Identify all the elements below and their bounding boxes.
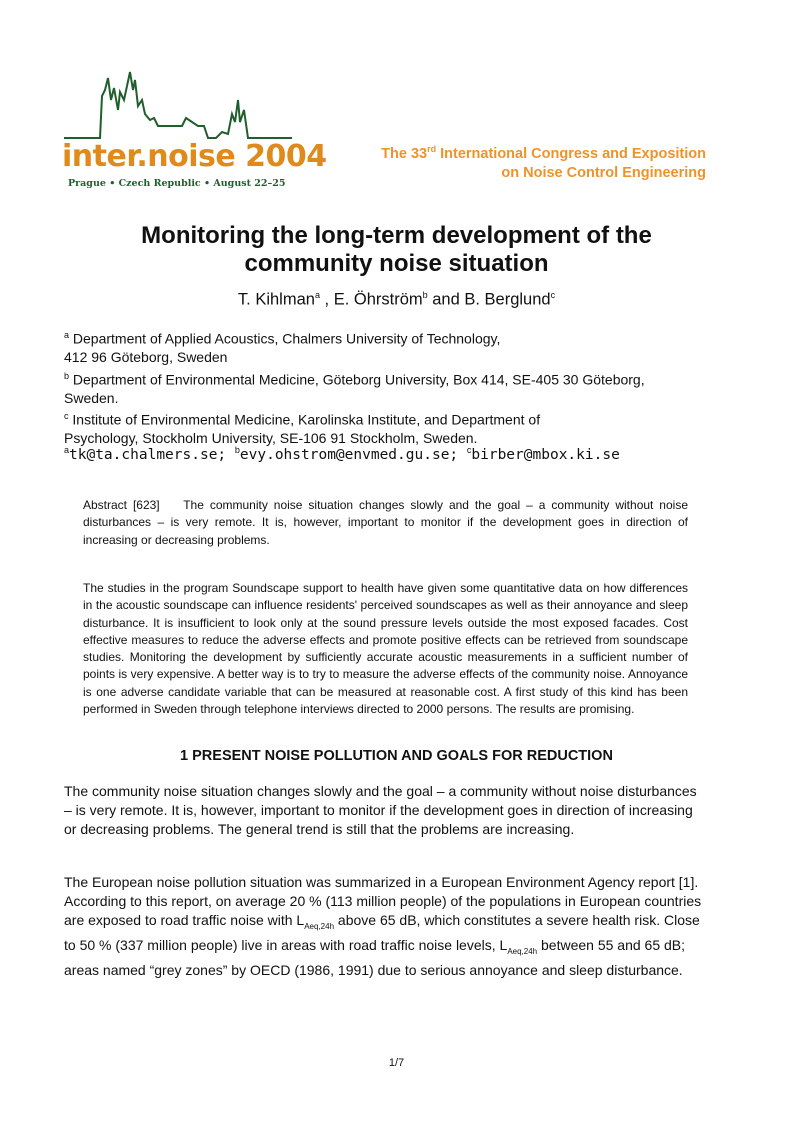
paper-title: Monitoring the long-term development of the community noise situation [141,222,652,277]
author-list: T. Kihlman$^a$ , E. Öhrström$^b$ and B. Berglund$^c$ [237,290,556,309]
logo-tagline: Prague • Czech Republic • August 22–25 [68,178,286,189]
logo-wordmark: inter.noise 2004 [62,139,327,174]
affiliations [64,326,724,448]
section-heading: 1 PRESENT NOISE POLLUTION AND GOALS FOR REDUCTION [180,748,613,764]
conference-logo [62,70,327,195]
body-paragraph-1: The community noise situation changes slowly and the goal – a community without noise disturbances – is very remote. It is, however, important to monitor if the development goes in direction of increasing or decreasing problems. The general trend is still that the problems are increasing. [64,783,697,837]
affiliation-a: $^a$ Department of Applied Acoustics, Chalmers University of Technology, 412 96 Göteborg, Sweden [64,330,501,366]
abstract-label: Abstract [623] [83,498,160,512]
author-emails: $^a$tk@ta.chalmers.se; $^b$evy.ohstrom@envmed.gu.se; $^c$birber@mbox.ki.se [64,445,620,463]
abstract-paragraph-1: Abstract [623] The community noise situation changes slowly and the goal – a community without noise disturbances – is very remote. It is, however, important to monitor if the development goes in direction of increasing or decreasing problems. [83,498,688,547]
body-paragraph-2: The European noise pollution situation was summarized in a European Environment Agency report [1]. According to this report, on average 20 % (113 million people) of the populations in European countries are exposed to road traffic noise with $L_{Aeq,24h}$ above 65 dB, which constitutes a severe health risk. Close to 50 % (337 million people) live in areas with road traffic noise levels, $L_{Aeq,24h}$ between 55 and 65 dB; areas named “grey zones” by OECD (1986, 1991) due to serious annoyance and sleep disturbance. [64,874,702,978]
page-number: 1/7 [388,1057,405,1069]
abstract-paragraph-2: The studies in the program Soundscape support to health have given some quantitative data on how differences in the acoustic soundscape can influence residents' perceived soundscapes as well as their annoyance and sleep disturbance. It is insufficient to look only at the sound pressure levels outside the most exposed facades. Cost effective measures to reduce the adverse effects and promote positive effects can be retrieved from soundscape studies. Monitoring the development by sufficiently accurate acoustic measurements in a sufficient number of points is very expensive. A better way is to try to measure the adverse effects of the community noise. Annoyance is one adverse candidate variable that can be measured at reasonable cost. A first study of this kind has been performed in Sweden through telephone interviews directed to 2000 persons. The results are promising. [83,581,688,717]
email-link-c[interactable]: birber@mbox.ki.se [471,446,620,463]
email-link-b[interactable]: evy.ohstrom@envmed.gu.se; [239,446,467,463]
conference-header [381,140,706,183]
affiliation-c: $^c$ Institute of Environmental Medicine, Karolinska Institute, and Department of Psychology, Stockholm University, SE-106 91 Stockholm, Sweden. [64,411,541,447]
prague-skyline-icon [62,70,294,150]
email-link-a[interactable]: tk@ta.chalmers.se; [69,446,235,463]
conference-line1: The 33rd International Congress and Exposition [381,144,706,162]
conference-line2: on Noise Control Engineering [501,164,706,181]
affiliation-b: $^b$ Department of Environmental Medicine, Göteborg University, Box 414, SE-405 30 Göteborg, Sweden. [64,370,645,406]
